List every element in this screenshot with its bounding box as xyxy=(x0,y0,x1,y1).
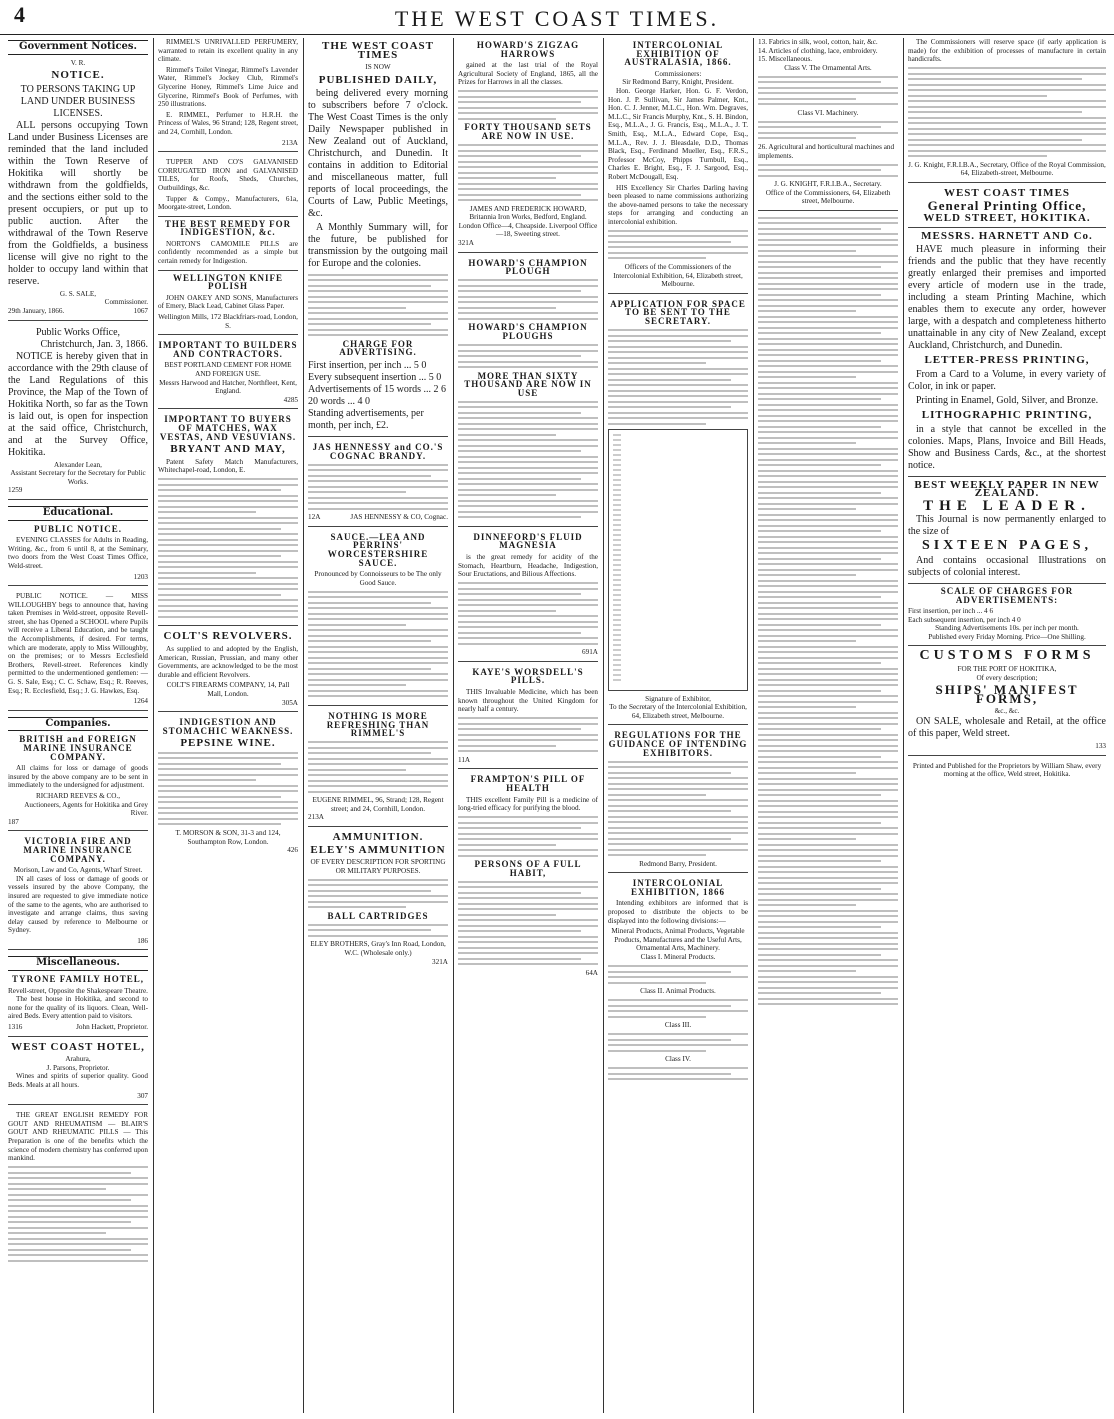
text-filler xyxy=(758,217,898,1006)
commissioners-heading: Commissioners: xyxy=(654,69,702,78)
text-filler xyxy=(308,741,448,793)
wct-published-daily: PUBLISHED DAILY, xyxy=(318,73,438,86)
eley-signature: ELEY BROTHERS, Gray's Inn Road, London, W.C. (Wholesale only.) xyxy=(310,940,446,958)
public-notice-2-title: PUBLIC NOTICE. — MISS WILLOUGHBY begs to announce that, having taken Premises in Weld-street, opposite Revell-street, she has Opened a SCHOOL where Pupils will receive a Liberal Education, and be taught the Accomplishments, if desired. For terms, which are moderate, apply to Miss Willoughby, on the premises; or to Messrs Ecclesfield Brothers, Revell-street. References kindly permitted to the undermentioned gentlemen: — G. S. Sale, Esq.; C. C. Schaw, Esq.; R. Reeves, Esq.; R. Ecclesfield, Esq.; J. G. Hawkes, Esq. xyxy=(8,592,148,695)
lithographic-heading: LITHOGRAPHIC PRINTING, xyxy=(921,408,1093,421)
frampton-body: THIS excellent Family Pill is a medicine of long-tried efficacy for purifying the blood. xyxy=(458,795,598,813)
section-companies: Companies. xyxy=(8,717,148,732)
secretary-office: Office of the Commissioners, 64, Elizabeth street, Melbourne. xyxy=(758,189,898,211)
hotel-2-sub: Arahura, xyxy=(65,1055,91,1064)
tupper-signature: Tupper & Compy., Manufacturers, 61a, Moorgate-street, London. xyxy=(158,195,298,217)
knife-polish-maker: JOHN OAKEY AND SONS, Manufacturers of Emery, Black Lead, Cabinet Glass Paper. xyxy=(158,293,298,311)
sixty-thousand-heading: MORE THAN SIXTY THOUSAND ARE NOW IN USE xyxy=(464,370,592,398)
wct-body: being delivered every morning to subscribers before 7 o'clock. The West Coast Times is the only Daily Newspaper published in New Zealand out of Auckland, Christchurch, and Dunedin. It contains in addition to Editorial and miscellaneous matter, full reports of local proceedings, the Courts of Law, Public Meetings, &c. xyxy=(308,88,448,220)
rimmel-signature: E. RIMMEL, Perfumer to H.R.H. the Princess of Wales, 96 Strand; 128, Regent street, and 24, Cornhill, London. xyxy=(158,110,298,136)
text-filler xyxy=(458,401,598,527)
persons-number: 64A xyxy=(585,968,598,977)
company-2-title: VICTORIA FIRE AND MARINE INSURANCE COMPANY. xyxy=(23,836,133,864)
letterpress-heading: LETTER-PRESS PRINTING, xyxy=(924,354,1090,367)
company-2-body: IN all cases of loss or damage of goods or vessels insured by the above Company, the insured are requested to give immediate notice of the same to the agents, who are authorised to investigate and arrange claims, thus saving delay caused by reference to Melbourne or Sydney. xyxy=(8,874,148,935)
wct-is-now: IS NOW xyxy=(365,63,391,72)
hennessy-number: 12A xyxy=(308,513,321,522)
text-filler xyxy=(308,274,448,337)
hennessy-title: JAS HENNESSY and CO.'S COGNAC BRANDY. xyxy=(312,442,444,461)
rate-subsequent: Every subsequent insertion ... 5 0 xyxy=(308,372,442,384)
bryant-may-body: Patent Safety Match Manufacturers, Whitechapel-road, London, E. xyxy=(158,457,298,475)
exhibitor-signature-line: Signature of Exhibitor, xyxy=(645,694,711,703)
kaye-body: THIS Invaluable Medicine, which has been known throughout the United Kingdom for nearly half a century. xyxy=(458,688,598,714)
hotel-2-title: WEST COAST HOTEL, xyxy=(11,1040,145,1053)
eley-sub: OF EVERY DESCRIPTION FOR SPORTING OR MILITARY PURPOSES. xyxy=(310,858,446,875)
text-filler xyxy=(458,279,598,320)
public-notice-2-number: 1264 xyxy=(8,697,148,711)
howard-signature: JAMES AND FREDERICK HOWARD, Britannia Iron Works, Bedford, England. xyxy=(469,204,587,222)
rimmel-title: RIMMEL'S UNRIVALLED PERFUMERY, warranted to retain its excellent quality in any climate. xyxy=(158,38,298,64)
company-1-body: All claims for loss or damage of goods insured by the above company are to be sent in immediately to the undersigned for adjustment. xyxy=(8,764,148,790)
section-miscellaneous: Miscellaneous. xyxy=(8,956,148,971)
rate-15-words: Advertisements of 15 words ... 2 6 xyxy=(308,384,447,396)
wct-body-2: A Monthly Summary will, for the future, be published for transmission by the outgoing mail for Europe and the colonies. xyxy=(308,222,448,270)
knife-polish-title: WELLINGTON KNIFE POLISH xyxy=(172,272,284,292)
pw-place: Christchurch, Jan. 3, 1866. xyxy=(40,338,148,350)
item-15: 15. Miscellaneous. xyxy=(758,55,813,64)
application-address: To the Secretary of the Intercolonial Exhibition, 64, Elizabeth street, Melbourne. xyxy=(608,703,748,725)
company-1-signature: RICHARD REEVES & CO., xyxy=(35,791,121,800)
leader-rate-subsequent: Each subsequent insertion, per inch 4 0 xyxy=(908,615,1021,624)
pw-number: 1259 xyxy=(8,486,148,500)
company-1-role: Auctioneers, Agents for Hokitika and Grey River. xyxy=(24,800,148,818)
champion-ploughs-title: HOWARD'S CHAMPION PLOUGHS xyxy=(468,322,588,341)
zigzag-body: gained at the last trial of the Royal Agricultural Society of England, 1865, all the Prizes for Harrows in all the classes. xyxy=(458,61,598,87)
wct-title: THE WEST COAST TIMES xyxy=(321,40,435,61)
text-filler xyxy=(758,76,898,106)
manifest-etc: &c., &c. xyxy=(994,707,1020,716)
text-filler xyxy=(308,464,448,510)
eley-number: 321A xyxy=(432,957,448,966)
cement-title: BEST PORTLAND CEMENT FOR HOME AND FOREIGN USE. xyxy=(164,361,292,378)
notice-date: 29th January, 1866. xyxy=(8,306,65,315)
text-filler xyxy=(458,90,598,120)
class-5: Class V. The Ornamental Arts. xyxy=(784,63,872,72)
text-filler xyxy=(608,965,748,984)
company-2-number: 186 xyxy=(8,937,148,951)
text-filler xyxy=(608,999,748,1018)
colts-title: COLT'S REVOLVERS. xyxy=(163,630,293,643)
dinneford-body: is the great remedy for acidity of the Stomach, Heartburn, Headache, Indigestion, Sour Eructations, and Bilious Affections. xyxy=(458,552,598,579)
text-filler xyxy=(458,717,598,752)
notice-signature: G. S. SALE, xyxy=(59,289,97,298)
commissioners-space-notice: The Commissioners will reserve space (if early application is made) for the exhibition of processes of manufacture in certain handicrafts. xyxy=(908,38,1106,64)
printing-office-title: WEST COAST TIMES xyxy=(943,186,1071,199)
blairs-pills-ad: THE GREAT ENGLISH REMEDY FOR GOUT AND RHEUMATISM — BLAIR'S GOUT AND RHEUMATIC PILLS — This Preparation is one of the benefits which the science of modern chemistry has conferred upon mankind. xyxy=(8,1111,148,1163)
text-filler xyxy=(8,1166,148,1262)
company-1-number: 187 xyxy=(8,818,148,832)
exhibition-body: HIS Excellency Sir Charles Darling having been pleased to name commissions authorizing the above-named persons to take the necessary steps for arranging and conducting an intercolonial exhibition. xyxy=(608,183,748,226)
page-number: 4 xyxy=(14,2,25,27)
exhibition-officers: Officers of the Commissioners of the Intercolonial Exhibition, 64, Elizabeth street, Melbourne. xyxy=(608,263,748,294)
tupper-title: TUPPER AND CO'S GALVANISED CORRUGATED IRON and GALVANISED TILES, for Roofs, Sheds, Churches, Outbuildings, &c. xyxy=(158,158,298,192)
company-2-sub: Morison, Law and Co, Agents, Wharf Street. xyxy=(13,866,143,875)
text-filler xyxy=(458,582,598,645)
hotel-2-number: 307 xyxy=(8,1092,148,1106)
text-filler xyxy=(758,164,898,177)
text-filler xyxy=(308,591,448,706)
zigzag-title: HOWARD'S ZIGZAG HARROWS xyxy=(476,40,580,59)
column-3 xyxy=(308,38,448,1413)
hotel-1-body: The best house in Hokitika, and second to none for the quality of its liquors. Clean, Well-aired Beds. Every attention paid to visitors. xyxy=(8,995,148,1021)
text-filler xyxy=(158,752,298,826)
section-educational: Educational. xyxy=(8,506,148,521)
section-government-notices: Government Notices. xyxy=(8,40,148,55)
column-6 xyxy=(758,38,898,1413)
exhibition-divisions: Mineral Products, Animal Products, Vegetable Products, Manufactures and the Useful Arts, Ornamental Arts, Machinery. xyxy=(611,927,745,953)
text-filler xyxy=(308,879,448,909)
frampton-title: FRAMPTON'S PILL OF HEALTH xyxy=(470,774,586,793)
application-heading: APPLICATION FOR SPACE TO BE SENT TO THE SECRETARY. xyxy=(610,298,746,326)
leader-charges-heading: SCALE OF CHARGES FOR ADVERTISEMENTS: xyxy=(940,585,1074,605)
knight-signature: J. G. Knight, F.R.I.B.A., Secretary, Office of the Royal Commission, 64, Elizabeth-street, Melbourne. xyxy=(908,161,1106,183)
rimmel-refreshing-number: 213A xyxy=(308,813,448,827)
public-notice-1-title: PUBLIC NOTICE. xyxy=(33,523,122,534)
rimmel-number: 213A xyxy=(158,139,298,153)
rate-standing: Standing advertisements, per month, per inch, £2. xyxy=(308,408,448,437)
text-filler xyxy=(608,761,748,857)
knife-polish-address: Wellington Mills, 172 Blackfriars-road, London, S. xyxy=(158,313,298,335)
imprint: Printed and Published for the Proprietors by William Shaw, every morning at the office, Weld street, Hokitika. xyxy=(912,761,1102,779)
text-filler xyxy=(758,121,898,140)
text-filler xyxy=(458,144,598,201)
pepsine-number: 426 xyxy=(287,846,298,855)
bryant-may-title: BRYANT AND MAY, xyxy=(170,443,286,456)
column-4 xyxy=(458,38,598,1413)
text-filler xyxy=(458,816,598,857)
howard-offices: London Office—4, Cheapside. Liverpool Office—18, Sweeting street. xyxy=(458,221,598,239)
customs-description: Of every description; xyxy=(976,673,1038,682)
regulations-signature: Redmond Barry, President. xyxy=(608,860,748,874)
text-filler xyxy=(308,924,448,937)
masthead-title: THE WEST COAST TIMES. xyxy=(394,6,720,31)
norton-body: NORTON'S CAMOMILE PILLS are confidently recommended as a simple but certain remedy for Indigestion. xyxy=(158,240,298,271)
hotel-1-title: TYRONE FAMILY HOTEL, xyxy=(12,974,144,985)
public-notice-1-number: 1203 xyxy=(8,573,148,587)
leader-rate-standing: Standing Advertisements 10s. per inch per month. xyxy=(935,624,1079,633)
the-leader-title: THE LEADER. xyxy=(923,497,1091,514)
pw-signature: Alexander Lean, xyxy=(54,460,102,469)
class-1: Class I. Mineral Products. xyxy=(640,952,716,961)
column-1 xyxy=(8,38,148,1413)
persons-full-habit: PERSONS OF A FULL HABIT, xyxy=(474,859,582,878)
column-2 xyxy=(158,38,298,1413)
lea-perrins-title: SAUCE.—LEA AND PERRINS' WORCESTERSHIRE SAUCE. xyxy=(327,531,429,568)
text-filler xyxy=(608,1067,748,1080)
pepsine-title: PEPSINE WINE. xyxy=(180,737,276,750)
rimmel-items: Rimmel's Toilet Vinegar, Rimmel's Lavender Water, Rimmel's Jockey Club, Rimmel's Glycerine Honey, Rimmel's Lime Juice and Glycerine, Rimmel's Book of Perfumes, with 250 illustrations. xyxy=(158,65,298,109)
regulations-heading: REGULATIONS FOR THE GUIDANCE OF INTENDING EXHIBITORS. xyxy=(608,730,748,758)
ammunition-heading: AMMUNITION. xyxy=(332,830,424,843)
rate-first-insertion: First insertion, per inch ... 5 0 xyxy=(308,360,427,372)
exhibition-1866-body: Intending exhibitors are informed that is proposed to distribute the objects to be displayed into the following divisions:— xyxy=(608,899,748,925)
indigestion-heading: INDIGESTION AND STOMACHIC WEAKNESS. xyxy=(162,717,294,736)
leader-published: Published every Friday Morning. Price—One Shilling. xyxy=(908,633,1106,647)
text-filler xyxy=(458,344,598,368)
harnett-heading: MESSRS. HARNETT AND Co. xyxy=(908,227,1106,241)
pepsine-signature: T. MORSON & SON, 31-3 and 124, Southampton Row, London. xyxy=(175,828,281,846)
text-filler xyxy=(158,478,298,626)
howard-number: 321A xyxy=(458,239,598,253)
eley-title: ELEY'S AMMUNITION xyxy=(310,843,446,856)
notice-title: TO PERSONS TAKING UP LAND UNDER BUSINESS LICENSES. xyxy=(20,83,136,119)
letterpress-body: From a Card to a Volume, in every variety of Color, in ink or paper. xyxy=(908,368,1106,392)
rate-20-words: 20 words ... 4 0 xyxy=(308,396,370,408)
hotel-1-sub: Revell-street, Opposite the Shakespeare Theatre. xyxy=(8,986,148,995)
leader-body: This Journal is now permanently enlarged to the size of xyxy=(908,514,1106,538)
text-filler xyxy=(908,67,1106,157)
champion-plough-title: HOWARD'S CHAMPION PLOUGH xyxy=(468,257,588,277)
class-3: Class III. xyxy=(664,1021,692,1030)
dinneford-number: 691A xyxy=(458,648,598,662)
matches-heading: IMPORTANT TO BUYERS OF MATCHES, WAX VESTAS, AND VESUVIANS. xyxy=(159,414,297,442)
norton-heading: THE BEST REMEDY FOR INDIGESTION, &c. xyxy=(164,218,292,238)
leader-illustrations: And contains occasional Illustrations on subjects of colonial interest. xyxy=(908,555,1106,584)
hotel-1-signature: John Hackett, Proprietor. xyxy=(76,1023,148,1032)
secretary-signature: J. G. KNIGHT, F.R.I.B.A., Secretary. xyxy=(774,180,882,189)
customs-forms-title: CUSTOMS FORMS xyxy=(919,648,1095,664)
application-form-table xyxy=(608,429,748,691)
pw-office: Public Works Office, xyxy=(35,326,121,338)
kaye-number: 11A xyxy=(458,756,598,770)
kaye-title: KAYE'S WORSDELL'S PILLS. xyxy=(472,666,584,686)
item-13: 13. Fabrics in silk, wool, cotton, hair, &c. xyxy=(758,38,878,46)
weekly-paper-heading: BEST WEEKLY PAPER IN NEW ZEALAND. xyxy=(914,478,1100,500)
exhibition-1866-heading: INTERCOLONIAL EXHIBITION, 1866 xyxy=(630,878,726,897)
page-header xyxy=(0,0,1114,35)
item-26: 26. Agricultural and horticultural machines and implements. xyxy=(758,142,895,160)
builders-heading: IMPORTANT TO BUILDERS AND CONTRACTORS. xyxy=(158,340,298,359)
leader-rate-first: First insertion, per inch ... 4 6 xyxy=(908,607,994,616)
exhibition-title: INTERCOLONIAL EXHIBITION OF AUSTRALASIA, 1866. xyxy=(624,40,732,68)
company-1-title: BRITISH and FOREIGN MARINE INSURANCE COMPANY. xyxy=(19,734,137,762)
general-printing-office: General Printing Office, xyxy=(927,197,1087,213)
text-filler xyxy=(608,329,748,425)
hotel-1-number: 1316 xyxy=(8,1023,23,1032)
cement-signature: Messrs Harwood and Hatcher, Northfleet, Kent, England. xyxy=(159,378,297,396)
harnett-body: HAVE much pleasure in informing their friends and the public that they have recently greatly enlarged their premises and imported every article of modern use in the trade, including a steam Printing Machine, which enables them to execute any order, however large, with a despatch and completeness hitherto unattainable in any city of New Zealand, except Auckland, Christchurch, and Dunedin. xyxy=(908,244,1106,352)
advertising-charges-heading: CHARGE FOR ADVERTISING. xyxy=(339,338,417,358)
lea-perrins-sub: Pronounced by Connoisseurs to be The only Good Sauce. xyxy=(314,570,442,587)
pw-role: Assistant Secretary for the Secretary for Public Works. xyxy=(10,469,146,486)
column-7 xyxy=(908,38,1106,1413)
on-sale-notice: ON SALE, wholesale and Retail, at the office of this paper, Weld street. xyxy=(908,716,1106,740)
lithographic-body: in a style that cannot be excelled in the colonies. Maps, Plans, Invoice and Bill Heads, Show and Business Cards, &c., at the shortest notice. xyxy=(908,424,1106,477)
text-filler xyxy=(608,230,748,260)
notice-number: 1067 xyxy=(133,306,148,315)
forty-thousand-heading: FORTY THOUSAND SETS ARE NOW IN USE. xyxy=(464,122,592,142)
pw-body: NOTICE is hereby given that in accordance with the 29th clause of the Land Regulations of this Province, the Map of the Town of Hokitika North, so far as the Town is laid out, is open for inspection at the said office, Christchurch, and at the Survey Office, Hokitika. xyxy=(8,350,148,458)
notice-heading: NOTICE. xyxy=(51,69,105,82)
column-5 xyxy=(608,38,748,1413)
cement-number: 4285 xyxy=(158,396,298,410)
rimmel-refreshing-title: NOTHING IS MORE REFRESHING THAN RIMMEL'S xyxy=(326,710,430,739)
vr-mark: V. R. xyxy=(70,58,86,67)
hotel-2-owner: J. Parsons, Proprietor. xyxy=(46,1063,110,1072)
class-6: Class VI. Machinery. xyxy=(797,108,859,117)
hotel-2-body: Wines and spirits of superior quality. Good Beds. Meals at all hours. xyxy=(8,1072,148,1089)
weld-street: WELD STREET, HOKITIKA. xyxy=(923,212,1091,225)
on-sale-number: 133 xyxy=(908,742,1106,756)
ships-manifest-title: SHIPS' MANIFEST FORMS, xyxy=(935,682,1079,706)
printing-enamel: Printing in Enamel, Gold, Silver, and Bronze. xyxy=(915,394,1099,406)
rimmel-refreshing-signature: EUGENE RIMMEL, 96, Strand; 128, Regent street; and 24, Cornhill, London. xyxy=(312,796,444,813)
notice-role: Commissioner. xyxy=(104,298,148,307)
ball-cartridges: BALL CARTRIDGES xyxy=(327,910,429,921)
text-filler xyxy=(458,881,598,966)
item-14: 14. Articles of clothing, lace, embroidery. xyxy=(758,46,878,55)
colts-number: 305A xyxy=(158,699,298,713)
colts-signature: COLT'S FIREARMS COMPANY, 14, Pall Mall, London. xyxy=(166,681,290,698)
hennessy-signature: JAS HENNESSY & CO, Cognac. xyxy=(350,513,448,522)
dinneford-title: DINNEFORD'S FLUID MAGNESIA xyxy=(473,531,583,551)
colts-body: As supplied to and adopted by the English, American, Russian, Prussian, and many other Governments, are acknowledged to be the most durable and efficient Revolvers. xyxy=(158,645,298,679)
public-notice-1-body: EVENING CLASSES for Adults in Reading, Writing, &c., from 6 until 8, at the Seminary, two doors from the West Coast Times Office, Weld-street. xyxy=(8,536,148,570)
sixteen-pages: SIXTEEN PAGES, xyxy=(921,538,1093,554)
commissioners-list: Hon. George Harker, Hon. G. F. Verdon, Hon. J. P. Sullivan, Sir James Palmer, Knt., Hon. C. J. Jenner, M.L.C., Hon. Wm. Degraves, M.L.C., Sir Francis Murphy, Knt., S. H. Bindon, Esq., M.L.A., J. G. Francis, Esq., M.L.A., J. T. Smith, Esq., M.L.A., Edward Cope, Esq., M.L.A., Rev. J. J. Bleasdale, D.D., Thomas Black, Esq., Ferdinand Mueller, Esq., F.R.S., Professor McCoy, Phipps Turnbull, Esq., Charles E. Bright, Esq., F. J. Sargood, Esq., Robert McDougall, Esq. xyxy=(608,86,748,181)
notice-body: ALL persons occupying Town Land under Business Licenses are reminded that the land included within the Town Reserve of Hokitika will shortly be withdrawn from the goldfields, and the sections either sold to the present occupiers, or put up to public auction. After the withdrawal of the Town Reserve from the Goldfields, a business license will give no right to the holder to occupy land within that reserve. xyxy=(8,119,148,287)
class-2: Class II. Animal Products. xyxy=(640,987,716,996)
customs-port: FOR THE PORT OF HOKITIKA, xyxy=(957,665,1057,674)
class-4: Class IV. xyxy=(665,1055,691,1064)
text-filler xyxy=(608,1033,748,1052)
exhibition-president: Sir Redmond Barry, Knight, President. xyxy=(622,78,734,87)
